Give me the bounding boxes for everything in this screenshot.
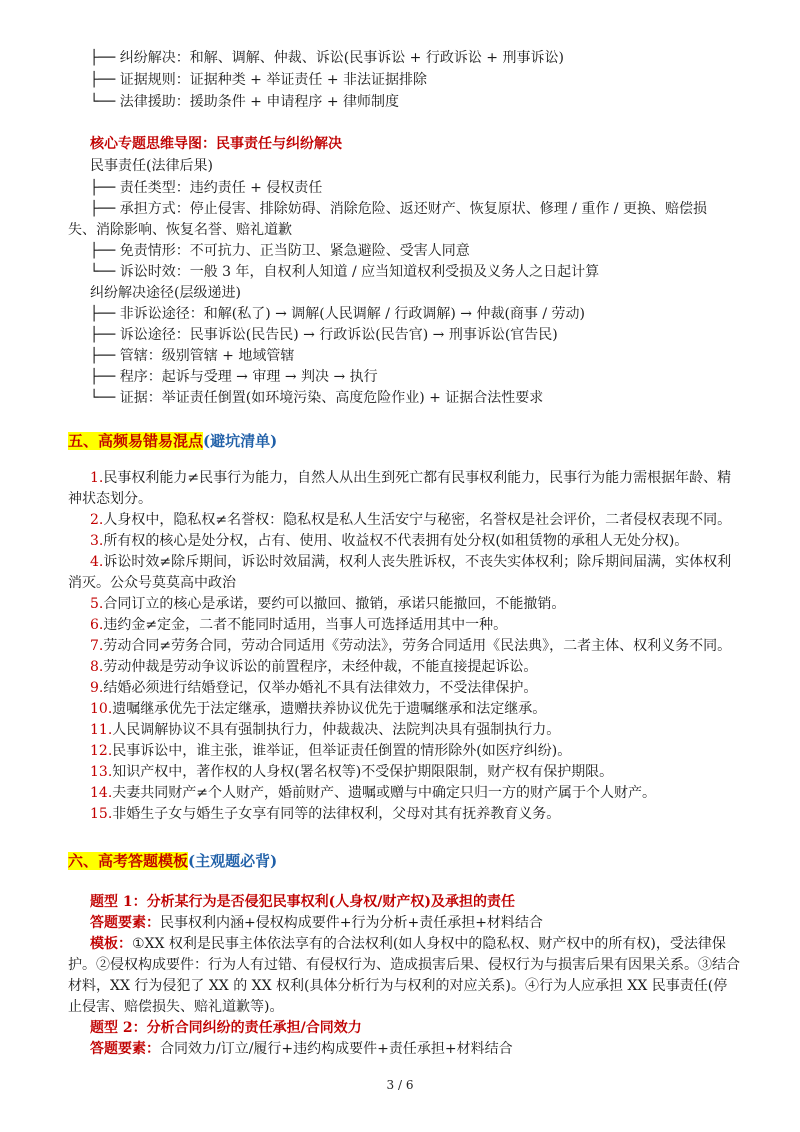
pitfall-item [68,699,740,720]
pitfall-item [68,741,740,762]
pitfall-item [68,468,740,510]
item-text: 遗嘱继承优先于法定继承，遗赠扶养协议优先于遗嘱继承和法定继承。 [112,701,547,717]
item-number: 9. [90,680,104,696]
section-6-heading: 六、高考答题模板 [68,852,189,870]
item-number: 10. [90,701,113,717]
pitfall-item [68,678,740,699]
item-text: 民事诉讼中，谁主张，谁举证，但举证责任倒置的情形除外(如医疗纠纷)。 [112,743,572,759]
tree-line: └── 法律援助：援助条件 + 申请程序 + 律师制度 [90,94,399,110]
section-5-heading: 五、高频易错易混点 [68,432,204,450]
tree-line: ├── 非诉讼途径：和解(私了) → 调解(人民调解 / 行政调解) → 仲裁(商事 / 劳动) [90,306,586,322]
tree-line: └── 诉讼时效：一般 3 年，自权利人知道 / 应当知道权利受损及义务人之日起计算 [90,264,600,280]
pitfall-item [68,657,740,678]
question-type-1-title: 题型 1：分析某行为是否侵犯民事权利(人身权/财产权)及承担的责任 [90,894,515,910]
tree-line: ├── 证据规则：证据种类 + 举证责任 + 非法证据排除 [90,72,427,88]
item-text: 诉讼时效≠除斥期间，诉讼时效届满，权利人丧失胜诉权，不丧失实体权利；除斥期间届满，实体权利消灭。公众号莫莫高中政治 [68,554,732,591]
item-number: 2. [90,512,104,528]
type-2-elements [90,1039,770,1060]
template-label: 模板： [90,936,132,952]
item-number: 13. [90,764,113,780]
mindmap-heading: 核心专题思维导图：民事责任与纠纷解决 [90,136,342,152]
item-text: 结婚必须进行结婚登记，仅举办婚礼不具有法律效力，不受法律保护。 [103,680,538,696]
item-text: 民事权利能力≠民事行为能力，自然人从出生到死亡都有民事权利能力，民事行为能力需根据年龄、精神状态划分。 [68,470,732,507]
question-type-2-title: 题型 2：分析合同纠纷的责任承担/合同效力 [90,1020,362,1036]
pitfall-item [68,615,740,636]
elements-label: 答题要素： [90,1041,160,1057]
tree-line: ├── 程序：起诉与受理 → 审理 → 判决 → 执行 [90,369,378,385]
tree-line: ├── 责任类型：违约责任 + 侵权责任 [90,180,323,196]
tree-line: ├── 管辖：级别管辖 + 地域管辖 [90,348,295,364]
item-text: 合同订立的核心是承诺，要约可以撤回、撤销，承诺只能撤回，不能撤销。 [103,596,566,612]
mindmap-root-dispute: 纠纷解决途径(层级递进) [90,285,241,301]
item-text: 劳动合同≠劳务合同，劳动合同适用《劳动法》，劳务合同适用《民法典》，二者主体、权利义务不同。 [103,638,732,654]
item-number: 14. [90,785,113,801]
item-text: 人身权中，隐私权≠名誉权：隐私权是私人生活安宁与秘密，名誉权是社会评价，二者侵权表现不同。 [103,512,732,528]
item-number: 12. [90,743,113,759]
item-text: 知识产权中，著作权的人身权(署名权等)不受保护期限限制，财产权有保护期限。 [112,764,614,780]
pitfall-item [68,552,740,594]
pitfall-item [68,762,740,783]
elements-text: 合同效力/订立/履行+违约构成要件+责任承担+材料结合 [160,1041,513,1057]
tree-line: ├── 承担方式：停止侵害、排除妨碍、消除危险、返还财产、恢复原状、修理 / 重作 / 更换、赔偿损 [90,201,707,217]
item-number: 4. [90,554,104,570]
tree-line: ├── 诉讼途径：民事诉讼(民告民) → 行政诉讼(民告官) → 刑事诉讼(官告民) [90,327,558,343]
tree-line: ├── 纠纷解决：和解、调解、仲裁、诉讼(民事诉讼 + 行政诉讼 + 刑事诉讼) [90,50,564,66]
pitfall-item [68,510,740,531]
section-5-subtitle: (避坑清单) [203,432,278,450]
item-number: 11. [90,722,113,738]
section-6-title [68,850,277,872]
item-number: 1. [90,470,104,486]
item-text: 人民调解协议不具有强制执行力，仲裁裁决、法院判决具有强制执行力。 [112,722,561,738]
pitfall-item [68,594,740,615]
item-text: 劳动仲裁是劳动争议诉讼的前置程序，未经仲裁，不能直接提起诉讼。 [103,659,538,675]
item-number: 7. [90,638,104,654]
pitfall-item [68,720,740,741]
item-number: 3. [90,533,104,549]
tree-line-continuation: 失、消除影响、恢复名誉、赔礼道歉 [68,222,292,238]
pitfall-item [68,804,740,825]
item-text: 所有权的核心是处分权，占有、使用、收益权不代表拥有处分权(如租赁物的承租人无处分权)。 [103,533,689,549]
template-text: ①XX 权利是民事主体依法享有的合法权利(如人身权中的隐私权、财产权中的所有权)，受法律保护。②侵权构成要件：行为人有过错、有侵权行为、造成损害后果、侵权行为与损害后果有因果关系。③结合材料，XX 行为侵犯了 XX 的 XX 权利(具体分析行为与权利的对应关系)。④行为人应承担 XX 民事责任(停止侵害、赔偿损失、赔礼道歉等)。 [68,936,740,1015]
page-number: 3 / 6 [386,1078,414,1092]
pitfall-item [68,636,740,657]
tree-line: └── 证据：举证责任倒置(如环境污染、高度危险作业) + 证据合法性要求 [90,390,544,406]
mindmap-root-civil: 民事责任(法律后果) [90,158,213,174]
item-text: 非婚生子女与婚生子女享有同等的法律权利，父母对其有抚养教育义务。 [112,806,561,822]
tree-line: ├── 免责情形：不可抗力、正当防卫、紧急避险、受害人同意 [90,243,470,259]
pitfall-item [68,531,740,552]
item-number: 5. [90,596,104,612]
section-6-subtitle: (主观题必背) [188,852,278,870]
elements-text: 民事权利内涵+侵权构成要件+行为分析+责任承担+材料结合 [160,915,543,931]
item-text: 夫妻共同财产≠个人财产，婚前财产、遗嘱或赠与中确定只归一方的财产属于个人财产。 [112,785,656,801]
item-number: 6. [90,617,104,633]
item-number: 8. [90,659,104,675]
pitfall-item [68,783,740,804]
item-text: 违约金≠定金，二者不能同时适用，当事人可选择适用其中一种。 [103,617,508,633]
elements-label: 答题要素： [90,915,160,931]
type-1-template [68,934,740,1018]
section-5-title [68,430,277,452]
item-number: 15. [90,806,113,822]
type-1-elements [90,913,770,934]
